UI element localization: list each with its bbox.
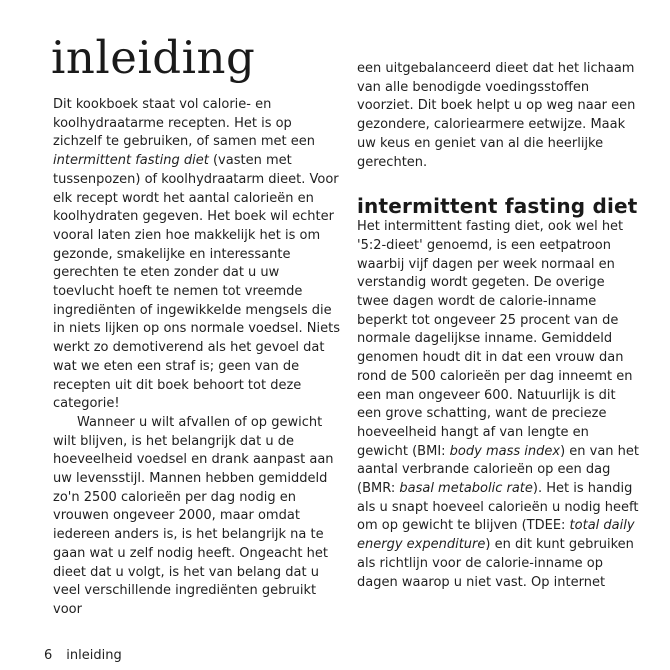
right-column bbox=[357, 60, 639, 592]
fasting-paragraph bbox=[357, 218, 639, 592]
left-column bbox=[53, 96, 343, 620]
bmi-term: body mass index bbox=[449, 443, 561, 459]
bmr-term: basal metabolic rate bbox=[399, 481, 533, 497]
intro-paragraph bbox=[53, 96, 343, 414]
page-footer bbox=[44, 648, 122, 664]
page-title: inleiding bbox=[51, 31, 256, 84]
running-footer: inleiding bbox=[66, 648, 122, 663]
fasting-text-b: ) en van het aantal verbrande calorieën op een dag (BMR: bbox=[357, 443, 640, 497]
weight-paragraph: Wanneer u wilt afvallen of op gewicht wilt blijven, is het belangrijk dat u de hoeveelheid voedsel en drank aanpast aan uw levensstijl. Mannen hebben gemiddeld zo'n 2500 calorieën per dag nodig en vrouwen ongeveer 2000, maar omdat iedereen anders is, is het belangrijk na te gaan wat u zelf nodig heeft. Ongeacht het dieet dat u volgt, is het van belang dat u veel verschillende ingrediënten gebruikt voor bbox=[53, 414, 334, 617]
page-number: 6 bbox=[44, 648, 53, 663]
intro-emphasis: intermittent fasting diet bbox=[53, 153, 209, 169]
fasting-text-a: Het intermittent fasting diet, ook wel het '5:2-dieet' genoemd, is een eetpatroon waarbij vijf dagen per week normaal en verstandig wordt gegeten. De overige twee dagen wordt de calorie-inname beperkt tot ongeveer 25 procent van de normale dagelijkse inname. Gemiddeld genomen houdt dit in dat een vrouw dan rond de 500 calorieën per dag inneemt en een man ongeveer 600. Natuurlijk is dit een grove schatting, want de precieze hoeveelheid hangt af van lengte en gewicht (BMI: bbox=[357, 219, 633, 459]
section-heading: intermittent fasting diet bbox=[357, 194, 638, 219]
continuation-paragraph: een uitgebalanceerd dieet dat het lichaam van alle benodigde voedingsstoffen voorziet. Dit boek helpt u op weg naar een gezondere, caloriearmere eetwijze. Maak uw keus en geniet van al die heerlijke gerechten. bbox=[357, 61, 636, 170]
fasting-text-c: ). Het is handig als u snapt hoeveel calorieën u nodig heeft om op gewicht te blijven (TDEE: bbox=[357, 481, 639, 534]
intro-text-a: Dit kookboek staat vol calorie- en koolhydraatarme recepten. Het is op zichzelf te gebruiken, of samen met een bbox=[53, 97, 316, 150]
tdee-term: total daily energy expenditure bbox=[357, 518, 635, 553]
intro-text-b: (vasten met tussenpozen) of koolhydraatarm dieet. Voor elk recept wordt het aantal calorieën en koolhydraten gegeven. Het boek wil echter vooral laten zien hoe makkelijk het is om gezonde, smakelijke en interessante gerechten te eten zonder dat u uw toevlucht hoeft te nemen tot vreemde ingrediënten of ingewikkelde mengsels die in niets lijken op ons normale voedsel. Niets werkt zo demotiverend als het gevoel dat wat we eten een straf is; geen van de recepten uit dit boek behoort tot deze categorie! bbox=[53, 153, 340, 412]
fasting-text-d: ) en dit kunt gebruiken als richtlijn voor de calorie-inname op dagen waarop u niet vast. Op internet bbox=[357, 537, 634, 590]
